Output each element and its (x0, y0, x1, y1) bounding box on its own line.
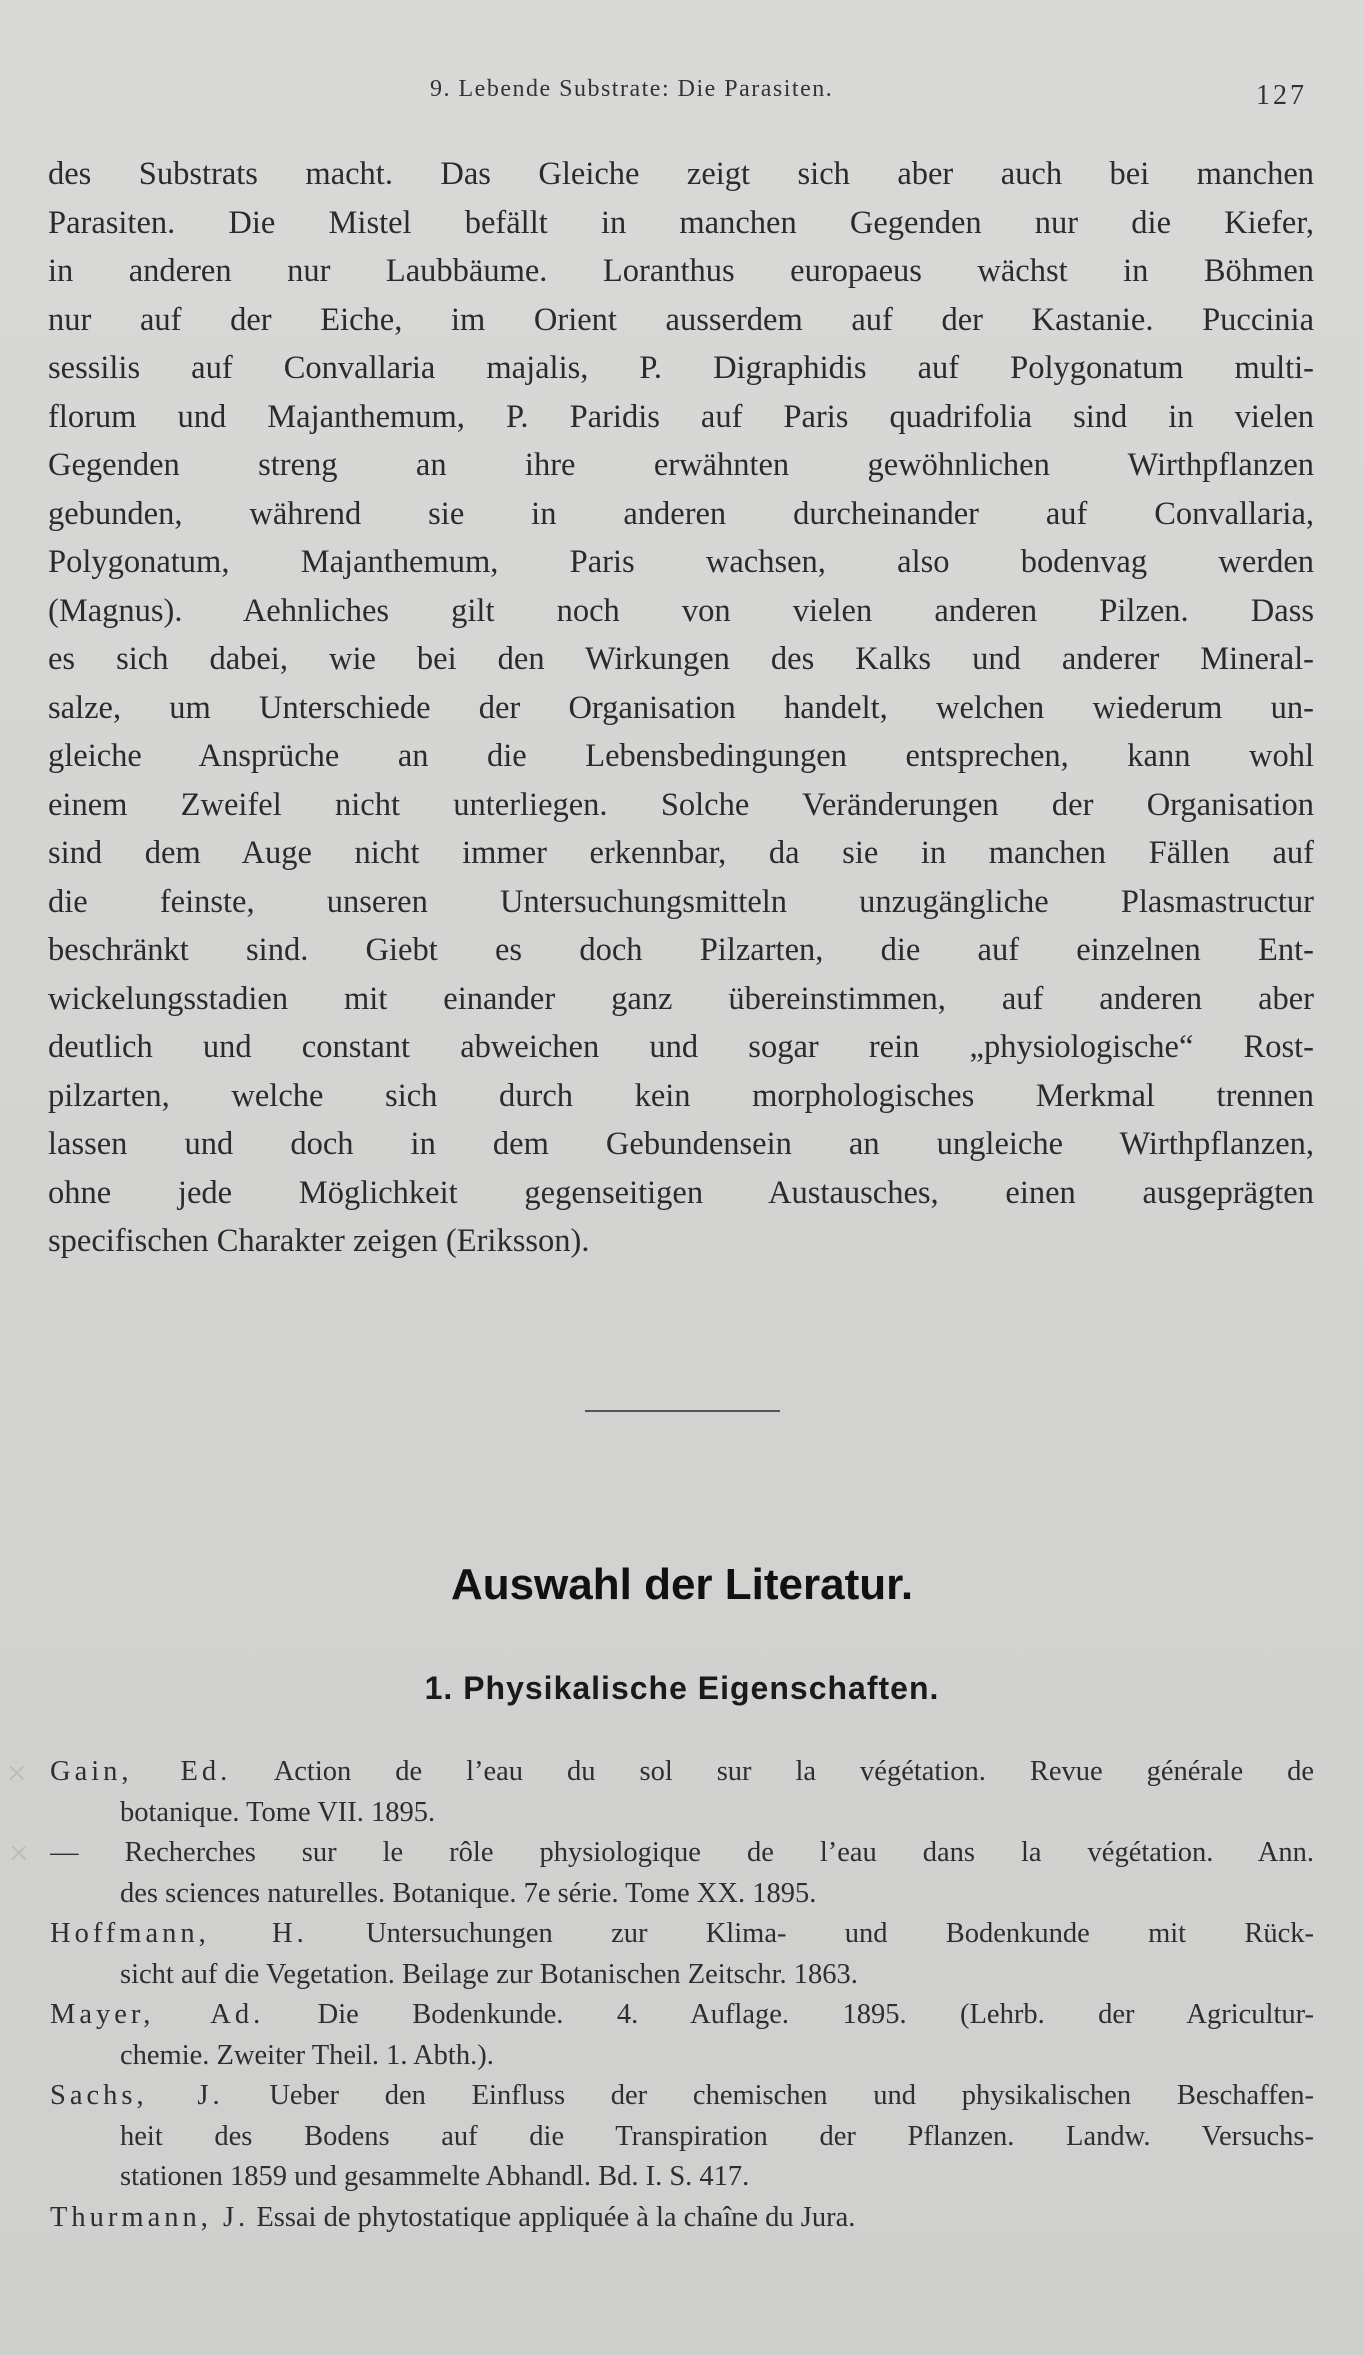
reference-author: Sachs, J. (50, 2080, 224, 2111)
page-number: 127 (1256, 80, 1307, 111)
margin-mark: × (6, 1758, 28, 1788)
reference-text: Action de l’eau du sol sur la végétation. Revue générale de (273, 1756, 1314, 1787)
reference-text: Untersuchungen zur Klima- und Bodenkunde mit Rück- (366, 1918, 1314, 1949)
reference-continuation: heit des Bodens auf die Transpiration der Pflanzen. Landw. Versuchs- (120, 2120, 1314, 2152)
body-line: lassen und doch in dem Gebundensein an ungleiche Wirthpflanzen, (48, 1126, 1314, 1162)
body-line: florum und Majanthemum, P. Paridis auf Paris quadrifolia sind in vielen (48, 398, 1314, 435)
reference-entry (50, 2076, 1314, 2198)
body-line: pilzarten, welche sich durch kein morphologisches Merkmal trennen (48, 1077, 1314, 1114)
body-line: deutlich und constant abweichen und sogar rein „physiologische“ Rost- (48, 1029, 1314, 1065)
reference-first-line (50, 1833, 1314, 1874)
reference-first-line (50, 2198, 1314, 2239)
body-line: salze, um Unterschiede der Organisation handelt, welchen wiederum un- (48, 689, 1314, 726)
reference-list (50, 1752, 1314, 2238)
reference-entry (50, 1914, 1314, 1995)
reference-first-line (50, 1914, 1314, 1955)
running-head (0, 70, 1364, 110)
body-line: ohne jede Möglichkeit gegenseitigen Austausches, einen ausgeprägten (48, 1174, 1314, 1211)
reference-continuation: botanique. Tome VII. 1895. (120, 1796, 436, 1828)
reference-author: — (50, 1837, 79, 1868)
section-divider (585, 1410, 780, 1412)
body-line: Polygonatum, Majanthemum, Paris wachsen, also bodenvag werden (48, 544, 1314, 580)
body-line: Parasiten. Die Mistel befällt in manchen Gegenden nur die Kiefer, (48, 204, 1314, 241)
reference-continuation: chemie. Zweiter Theil. 1. Abth.). (120, 2039, 494, 2071)
reference-entry (50, 1833, 1314, 1914)
reference-text: Recherches sur le rôle physiologique de l’eau dans la végétation. Ann. (124, 1837, 1314, 1868)
reference-first-line (50, 1995, 1314, 2036)
margin-mark: × (8, 1838, 30, 1868)
reference-first-line (50, 2076, 1314, 2117)
body-line: gleiche Ansprüche an die Lebensbedingungen entsprechen, kann wohl (48, 738, 1314, 774)
body-line: nur auf der Eiche, im Orient ausserdem auf der Kastanie. Puccinia (48, 301, 1314, 338)
body-line: die feinste, unseren Untersuchungsmitteln unzugängliche Plasmastructur (48, 883, 1314, 920)
reference-author: Hoffmann, H. (50, 1918, 308, 1949)
body-line: specifischen Charakter zeigen (Eriksson). (48, 1223, 590, 1259)
body-line: beschränkt sind. Giebt es doch Pilzarten, die auf einzelnen Ent- (48, 932, 1314, 968)
reference-text: Die Bodenkunde. 4. Auflage. 1895. (Lehrb. der Agricultur- (317, 1999, 1314, 2030)
body-line: wickelungsstadien mit einander ganz übereinstimmen, auf anderen aber (48, 980, 1314, 1017)
reference-entry (50, 1995, 1314, 2076)
body-line: in anderen nur Laubbäume. Loranthus europaeus wächst in Böhmen (48, 253, 1314, 289)
body-line: gebunden, während sie in anderen durcheinander auf Convallaria, (48, 495, 1314, 532)
reference-entry (50, 2198, 1314, 2239)
reference-continuation: stationen 1859 und gesammelte Abhandl. Bd. I. S. 417. (120, 2161, 750, 2192)
body-line: (Magnus). Aehnliches gilt noch von vielen anderen Pilzen. Dass (48, 592, 1314, 629)
reference-text: Ueber den Einfluss der chemischen und physikalischen Beschaffen- (269, 2080, 1314, 2111)
body-line: sind dem Auge nicht immer erkennbar, da sie in manchen Fällen auf (48, 835, 1314, 871)
reference-continuation: des sciences naturelles. Botanique. 7e série. Tome XX. 1895. (120, 1877, 817, 1909)
reference-author: Thurmann, J. (50, 2201, 250, 2233)
body-line: des Substrats macht. Das Gleiche zeigt sich aber auch bei manchen (48, 156, 1314, 192)
body-line: sessilis auf Convallaria majalis, P. Digraphidis auf Polygonatum multi- (48, 350, 1314, 386)
reference-author: Gain, Ed. (50, 1756, 232, 1787)
literature-section-heading: 1. Physikalische Eigenschaften. (424, 1670, 940, 1706)
body-line: einem Zweifel nicht unterliegen. Solche Veränderungen der Organisation (48, 786, 1314, 823)
literature-heading: Auswahl der Literatur. (450, 1560, 914, 1609)
reference-first-line (50, 1752, 1314, 1793)
reference-text: Essai de phytostatique appliquée à la chaîne du Jura. (256, 2201, 856, 2233)
body-line: es sich dabei, wie bei den Wirkungen des Kalks und anderer Mineral- (48, 641, 1314, 677)
body-line: Gegenden streng an ihre erwähnten gewöhnlichen Wirthpflanzen (48, 447, 1314, 483)
body-paragraph (48, 150, 1314, 1266)
reference-entry (50, 1752, 1314, 1833)
reference-author: Mayer, Ad. (50, 1999, 265, 2030)
reference-continuation: sicht auf die Vegetation. Beilage zur Botanischen Zeitschr. 1863. (120, 1958, 858, 1990)
running-title: 9. Lebende Substrate: Die Parasiten. (430, 76, 834, 102)
